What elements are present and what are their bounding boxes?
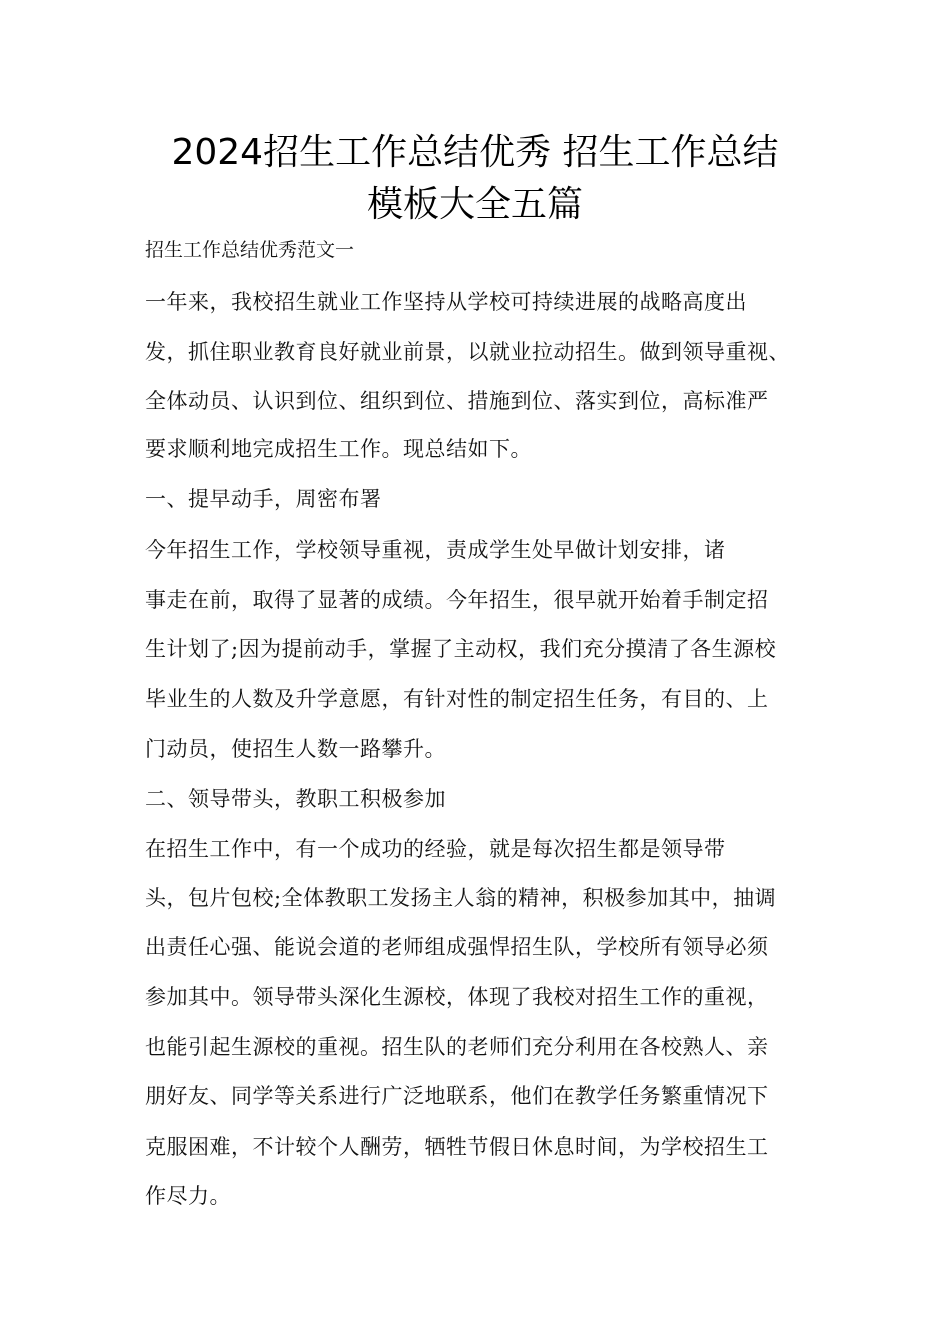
section-subtitle: 招生工作总结优秀范文一 xyxy=(145,239,355,261)
section-heading: 一、提早动手，周密布署 xyxy=(145,487,382,511)
document-title-line2: 模板大全五篇 xyxy=(366,184,583,225)
body-line: 在招生工作中，有一个成功的经验，就是每次招生都是领导带 xyxy=(145,837,726,861)
body-line: 作尽力。 xyxy=(145,1184,231,1208)
body-line: 参加其中。领导带头深化生源校，体现了我校对招生工作的重视， xyxy=(145,985,769,1009)
body-line: 门动员，使招生人数一路攀升。 xyxy=(145,737,446,761)
body-line: 全体动员、认识到位、组织到位、措施到位、落实到位，高标准严 xyxy=(145,389,769,413)
body-line: 生计划了;因为提前动手，掌握了主动权，我们充分摸清了各生源校 xyxy=(145,637,777,661)
body-line: 克服困难，不计较个人酬劳，牺牲节假日休息时间，为学校招生工 xyxy=(145,1135,769,1159)
document-title-line1: 2024招生工作总结优秀 招生工作总结 xyxy=(171,132,779,173)
body-line: 出责任心强、能说会道的老师组成强悍招生队，学校所有领导必须 xyxy=(145,935,769,959)
body-line: 也能引起生源校的重视。招生队的老师们充分利用在各校熟人、亲 xyxy=(145,1035,769,1059)
body-line: 毕业生的人数及升学意愿，有针对性的制定招生任务，有目的、上 xyxy=(145,687,769,711)
body-line: 一年来，我校招生就业工作坚持从学校可持续进展的战略高度出 xyxy=(145,290,747,314)
body-line: 事走在前，取得了显著的成绩。今年招生，很早就开始着手制定招 xyxy=(145,588,769,612)
body-line: 要求顺利地完成招生工作。现总结如下。 xyxy=(145,437,532,461)
body-line: 朋好友、同学等关系进行广泛地联系，他们在教学任务繁重情况下 xyxy=(145,1084,769,1108)
body-line: 今年招生工作，学校领导重视，责成学生处早做计划安排，诸 xyxy=(145,538,726,562)
body-line: 发，抓住职业教育良好就业前景，以就业拉动招生。做到领导重视、 xyxy=(145,340,790,364)
section-heading: 二、领导带头，教职工积极参加 xyxy=(145,787,446,811)
body-line: 头，包片包校;全体教职工发扬主人翁的精神，积极参加其中，抽调 xyxy=(145,886,777,910)
